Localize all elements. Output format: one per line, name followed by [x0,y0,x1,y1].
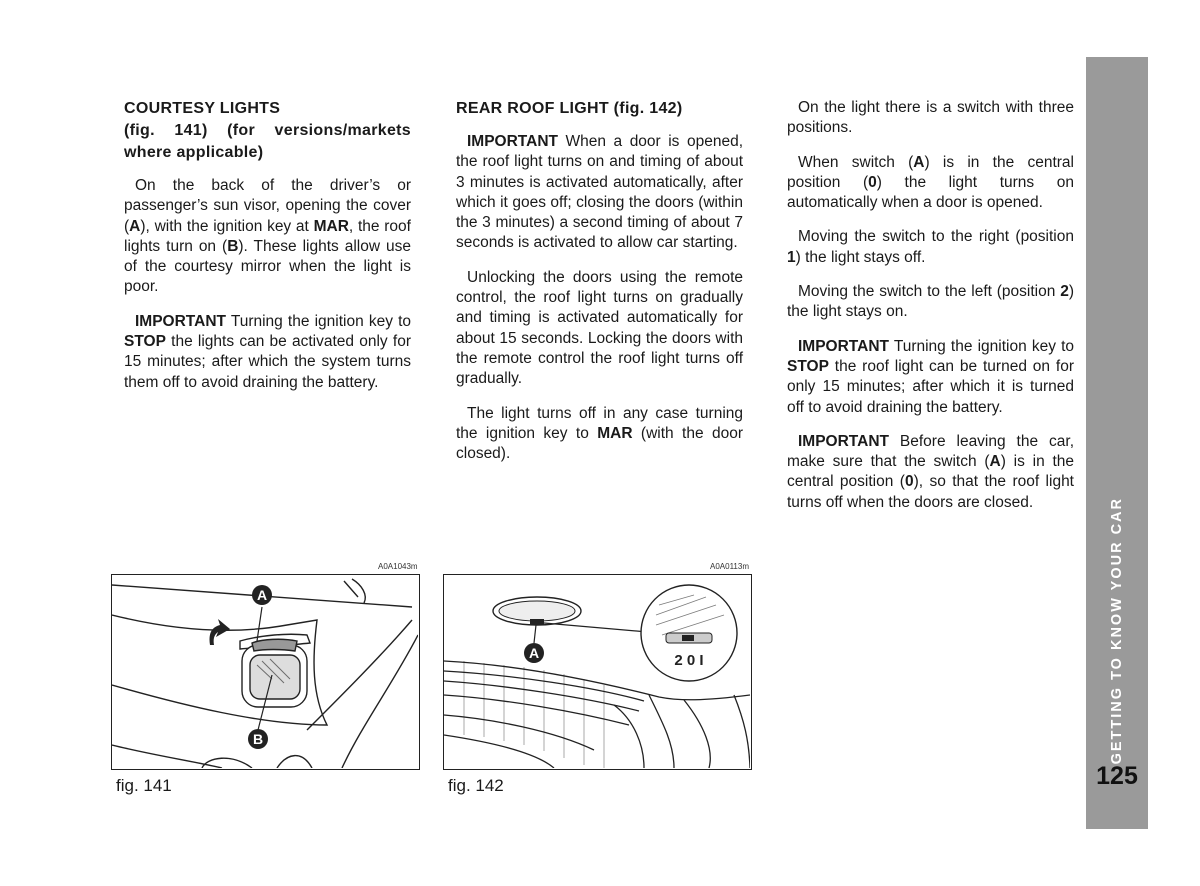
switch-positions-label: 2 0 I [674,652,704,669]
paragraph: On the back of the driver’s or passenger’s sun visor, opening the cover (A), with the ignition key at MAR, the roof lights turn on (B). These lights allow use of the courtesy mirror when the light is poor. [124,177,411,296]
figure-code: A0A1043m [378,562,418,571]
figure-caption: fig. 142 [448,776,504,795]
column-switch-positions [787,98,1074,527]
figure-142-roof-light-illustration [443,574,752,770]
label-a: A [528,645,540,661]
sun-visor-drawing [112,575,418,768]
section-heading: COURTESY LIGHTS [124,100,281,117]
page-number: 125 [1096,762,1138,790]
chapter-title: GETTING TO KNOW YOUR CAR [1109,497,1125,765]
important-note: IMPORTANT When a door is opened, the roof light turns on and timing of about 3 minutes is activated automatically, after which it goes off; closing the doors (within the 3 minutes) a second timing of about 7 seconds is activated to allow car starting. [456,133,743,252]
roof-light-drawing [444,575,750,768]
paragraph: When switch (A) is in the central position (0) the light turns on automatically when a door is opened. [787,153,1074,212]
figure-141-sun-visor-illustration [111,574,420,770]
paragraph: The light turns off in any case turning the ignition key to MAR (with the door closed). [456,404,743,463]
important-note: IMPORTANT Turning the ignition key to STOP the lights can be activated only for 15 minutes; after which the system turns them off to avoid draining the battery. [124,312,411,391]
label-b: B [252,731,264,747]
chapter-side-tab [1086,57,1148,829]
column-rear-roof-light [456,98,743,478]
label-a: A [256,587,268,603]
paragraph: On the light there is a switch with three positions. [787,99,1074,137]
paragraph: Unlocking the doors using the remote control, the roof light turns on gradually and timing is activated automatically for about 15 seconds. Locking the doors with the remote control the roof light turns off gradually. [456,268,743,388]
figure-caption: fig. 141 [116,776,172,795]
paragraph: Moving the switch to the right (position 1) the light stays off. [787,228,1074,266]
column-courtesy-lights [124,98,411,407]
section-subheading: (fig. 141) (for versions/markets where applicable) [124,122,411,161]
important-note: IMPORTANT Turning the ignition key to STOP the roof light can be turned on for only 15 minutes; after which it is turned off to avoid draining the battery. [787,337,1074,416]
figure-code: A0A0113m [710,562,749,571]
section-heading: REAR ROOF LIGHT (fig. 142) [456,100,683,117]
important-note: IMPORTANT Before leaving the car, make sure that the switch (A) is in the central position (0), so that the roof light turns off when the doors are closed. [787,432,1075,511]
paragraph: Moving the switch to the left (position 2) the light stays on. [787,283,1074,321]
